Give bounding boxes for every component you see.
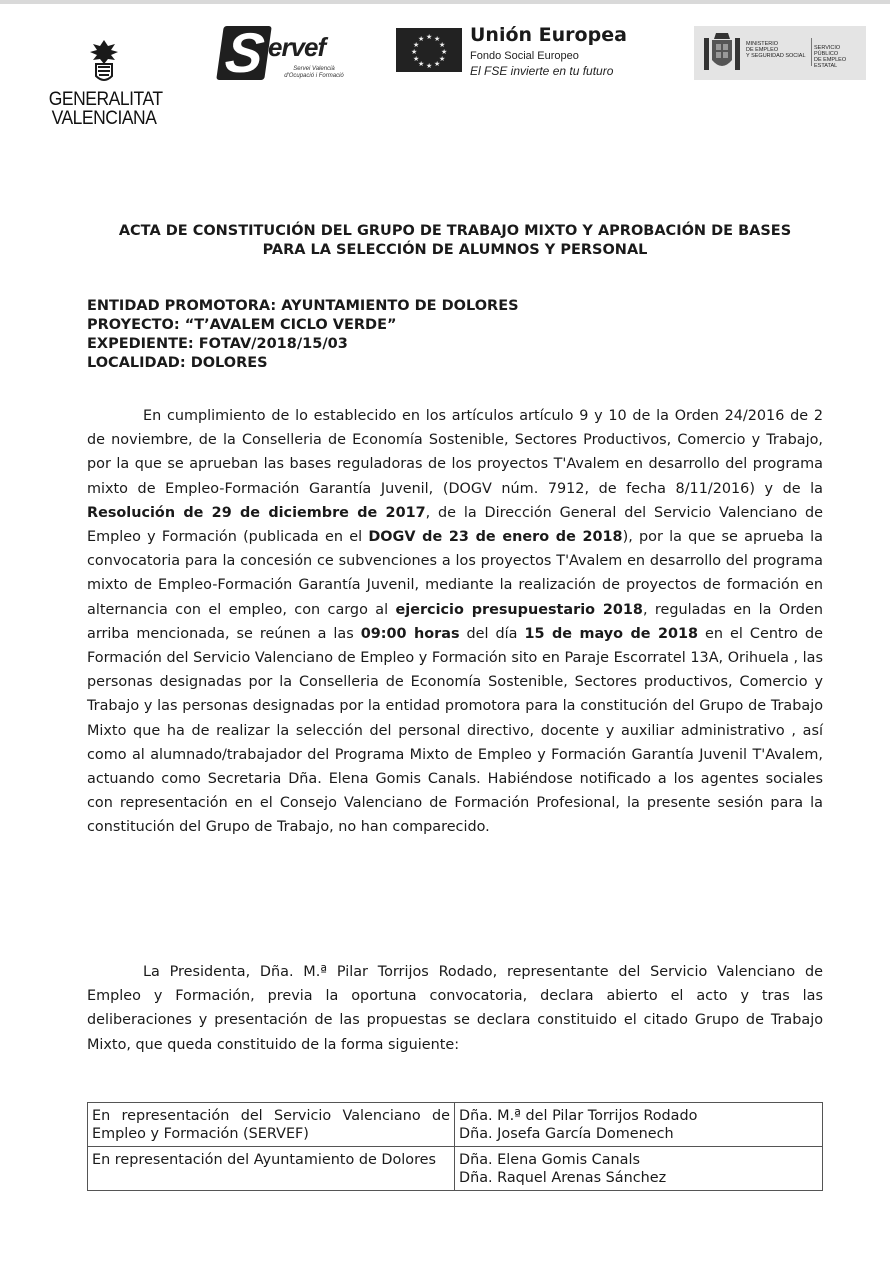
members-table xyxy=(87,1102,823,1191)
p1-text-5: del día xyxy=(459,625,525,642)
member-name: Dña. Josefa García Domenech xyxy=(459,1126,674,1142)
member-name: Dña. M.ª del Pilar Torrijos Rodado xyxy=(459,1108,698,1124)
p1-text-1: En cumplimiento de lo establecido en los artículos artículo 9 y 10 de la Orden 24/2016 de 2 de noviembre, de la Conselleria de Economía Sostenible, Sectores Productivos, Comercio y Trabajo, por la que se aprueban las bases reguladoras de los proyectos T'Avalem en desarrollo del programa mixto de Empleo-Formación Garantía Juvenil, (DOGV núm. 7912, de fecha 8/11/2016) y de la xyxy=(87,408,823,497)
servef-wordmark: ervef xyxy=(268,32,326,62)
generalitat-valenciana-logo xyxy=(44,38,164,134)
ministerio-text-3: Y SEGURIDAD SOCIAL xyxy=(746,53,806,59)
p1-text-2: , de la Dirección General del Servicio Valenciano de Empleo y Formación (publicada en el xyxy=(87,504,823,546)
p1-text-6: en el Centro de Formación del Servicio Valenciano de Empleo y Formación sito en Paraje Escorratel 13A, Orihuela , las personas designadas por la Conselleria de Economía Sostenible, Sectores productivos, Comercio y Trabajo y las personas designadas por la entidad promotora para la constitución del Grupo de Trabajo Mixto que ha de realizar la selección del personal directivo, docente y auxiliar administrativo , así como al alumnado/trabajador del Programa Mixto de Empleo y Formación Garantía Juvenil T'Avalem, actuando como Secretaria Dña. Elena Gomis Canals. Habiéndose notificado a los agentes sociales con representación en el Consejo Valenciano de Formación Profesional, la presente sesión para la constitución del Grupo de Trabajo, no han comparecido. xyxy=(87,625,823,836)
spain-crest-icon xyxy=(702,30,742,76)
meta-localidad: LOCALIDAD: DOLORES xyxy=(87,355,268,371)
meta-expediente: EXPEDIENTE: FOTAV/2018/15/03 xyxy=(87,336,348,352)
generalitat-line1: GENERALITAT xyxy=(48,89,163,110)
eu-motto: El FSE invierte en tu futuro xyxy=(470,64,614,78)
ministerio-text-1: MINISTERIO xyxy=(746,41,779,47)
member-names xyxy=(455,1103,823,1147)
document-title xyxy=(60,222,850,260)
ministerio-text xyxy=(746,41,812,59)
sepe-text-2: DE EMPLEO ESTATAL xyxy=(814,57,847,69)
paragraph-constitution: La Presidenta, Dña. M.ª Pilar Torrijos Rodado, representante del Servicio Valenciano de Empleo y Formación, previa la oportuna convocatoria, declara abierto el acto y tras las deliberaciones y presentación de las propuestas se declara constituido el citado Grupo de Trabajo Mixto, que queda constituido de la forma siguiente: xyxy=(87,964,823,1053)
p1-meeting-time: 09:00 horas xyxy=(360,625,460,642)
servef-logo xyxy=(216,21,344,86)
ministerio-text-2: DE EMPLEO xyxy=(746,47,779,53)
eu-subtitle: Fondo Social Europeo xyxy=(470,50,579,62)
table-row xyxy=(88,1147,823,1191)
p1-resolution-date: Resolución de 29 de diciembre de 2017 xyxy=(87,504,426,521)
eu-title: Unión Europea xyxy=(470,24,627,46)
member-name: Dña. Raquel Arenas Sánchez xyxy=(459,1170,667,1186)
ministerio-divider xyxy=(811,38,812,66)
servef-tagline-2: d'Ocupació i Formació xyxy=(284,73,344,79)
servef-s-mark xyxy=(216,21,272,84)
sepe-text-1: SERVICIO PÚBLICO xyxy=(814,45,841,57)
p1-text-3: ), por la que se aprueba la convocatoria para la concesión ce subvenciones a los proyectos T'Avalem en desarrollo del programa mixto de Empleo-Formación Garantía Juvenil, mediante la realización de proyectos de formación en alternancia con el empleo, con cargo al xyxy=(87,529,824,618)
servef-tagline xyxy=(284,66,344,80)
meta-entidad: ENTIDAD PROMOTORA: AYUNTAMIENTO DE DOLORES xyxy=(87,298,519,314)
servef-tagline-1: Servei Valencià xyxy=(293,66,335,72)
project-meta xyxy=(87,297,807,373)
eu-flag-icon: ★ ★ ★ ★ ★ ★ ★ ★ ★ ★ ★ ★ xyxy=(396,28,462,72)
top-border xyxy=(0,0,890,4)
generalitat-line2: VALENCIANA xyxy=(51,108,157,129)
eu-logo xyxy=(396,26,646,86)
p1-meeting-date: 15 de mayo de 2018 xyxy=(524,625,699,642)
table-row xyxy=(88,1103,823,1147)
generalitat-bat-emblem-icon xyxy=(87,38,121,86)
member-role: En representación del Servicio Valenciano de Empleo y Formación (SERVEF) xyxy=(88,1103,455,1147)
p1-text-4: , reguladas en la Orden arriba mencionada, se reúnen a las xyxy=(87,601,823,642)
servef-mark-letter: S xyxy=(221,21,268,84)
sepe-text xyxy=(814,45,864,69)
p1-dogv-date: DOGV de 23 de enero de 2018 xyxy=(368,529,623,546)
member-names xyxy=(455,1147,823,1191)
paragraph-legal-basis xyxy=(87,404,823,840)
meta-proyecto: PROYECTO: “T’AVALEM CICLO VERDE” xyxy=(87,317,397,333)
member-role: En representación del Ayuntamiento de Dolores xyxy=(88,1147,455,1191)
document-title-line1: ACTA DE CONSTITUCIÓN DEL GRUPO DE TRABAJO MIXTO Y APROBACIÓN DE BASES xyxy=(118,223,792,239)
p1-budget-year: ejercicio presupuestario 2018 xyxy=(395,601,643,618)
ministerio-logo xyxy=(694,26,866,80)
document-title-line2: PARA LA SELECCIÓN DE ALUMNOS Y PERSONAL xyxy=(262,242,648,258)
member-name: Dña. Elena Gomis Canals xyxy=(459,1152,640,1168)
